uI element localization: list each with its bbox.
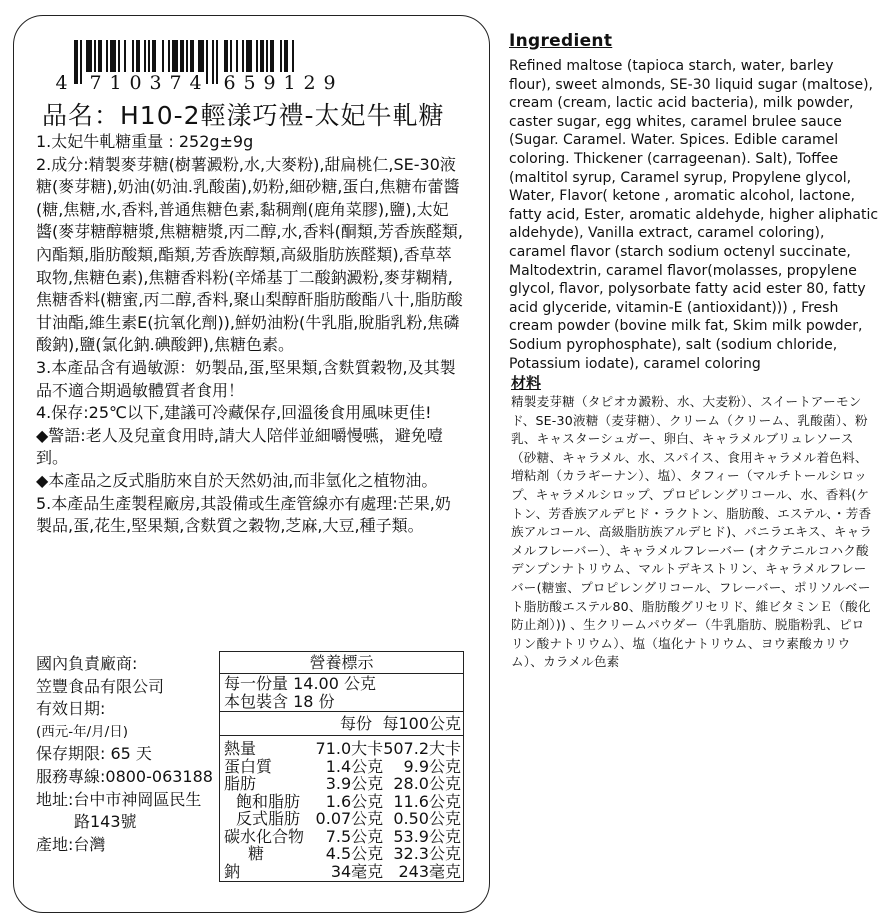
- barcode-digit: 5: [240, 72, 260, 92]
- nutrient-per-100g: 9.9公克: [403, 756, 461, 776]
- facility-notice: 5.本產品生產製程廠房,其設備或生產管線亦有處理:芒果,奶製品,蛋,花生,堅果類,含麩質之穀物,芝麻,大豆,種子類。: [36, 493, 451, 536]
- nutrient-per-serving: 34毫克: [330, 861, 384, 881]
- barcode-digit: 7: [86, 72, 106, 92]
- maker-label: 國內負責廠商:: [36, 654, 138, 673]
- barcode-digit: 4: [186, 72, 206, 92]
- barcode-digit: 9: [260, 72, 280, 92]
- nutrient-per-100g: 243毫克: [398, 861, 461, 881]
- nutrition-rows: [220, 740, 463, 880]
- barcode-digit: 4: [52, 72, 72, 92]
- nutrition-row: [220, 758, 463, 776]
- nutrition-row: [220, 828, 463, 846]
- serving-size: 每一份量 14.00 公克: [224, 674, 376, 693]
- manufacturer-info: [36, 653, 221, 856]
- barcode-digit: 6: [220, 72, 240, 92]
- address-line1: 地址:台中市神岡區民生: [36, 789, 202, 809]
- servings-per-pack: 本包裝含 18 份: [224, 692, 335, 711]
- weight-line: 1.太妃牛軋糖重量 : 252g±9g: [36, 132, 254, 151]
- maker-name: 笠豐食品有限公司: [36, 676, 165, 696]
- product-name: 品名：H10-2輕漾巧禮-太妃牛軋糖: [42, 101, 445, 130]
- col-per-100g: 每100公克: [382, 714, 461, 733]
- label-body-text: [36, 131, 464, 538]
- barcode-digit: 1: [280, 72, 300, 92]
- nutrient-per-serving: 1.6公克: [325, 791, 384, 811]
- nutrition-facts-table: [219, 651, 464, 882]
- storage-notice: 4.保存:25℃以下,建議可冷藏保存,回溫後食用風味更佳!: [36, 403, 432, 423]
- nutrient-per-100g: 507.2大卡: [383, 739, 461, 758]
- nutrient-per-100g: 11.6公克: [393, 791, 461, 811]
- nutrient-name: 脂肪: [224, 774, 257, 793]
- nutrient-per-serving: 7.5公克: [325, 826, 384, 846]
- nutrient-name: 碳水化合物: [224, 826, 305, 846]
- ingredients-zh: 2.成分:精製麥芽糖(樹薯澱粉,水,大麥粉),甜扁桃仁,SE-30液糖(麥芽糖),奶油(奶油.乳酸菌),奶粉,細砂糖,蛋白,焦糖布蕾醬(糖,焦糖,水,香料,普通焦糖色素,黏稠劑(鹿角菜膠),鹽),太妃醬(麥芽糖醇糖漿,焦糖糖漿,丙二醇,水,香料(酮類,芳香族醛類,內酯類,脂肪酸類,酯類,芳香族醇類,高級脂肪族醛類),香草萃取物,焦糖色素),焦糖香料粉(辛烯基丁二酸鈉澱粉,麥芽糊精,焦糖香料(糖蜜,丙二醇,香料,聚山梨醇酐脂肪酸酯八十,脂肪酸甘油酯,維生素E(抗氧化劑)),鮮奶油粉(牛乳脂,脫脂乳粉,焦磷酸鈉),鹽(氯化鈉.碘酸鉀),焦糖色素。: [36, 154, 464, 355]
- nutrient-name: 鈉: [224, 861, 241, 881]
- col-per-serving: 每份: [340, 714, 373, 733]
- ingredient-jp-text: 精製麦芽糖（タピオカ澱粉、水、大麦粉）、スイートアーモンド、SE-30液糖（麦芽糖）、クリーム（クリーム、乳酸菌）、粉乳、キャスターシュガー、卵白、キャラメルブリュレソース（砂糖、キャラメル、水、スパイス、食用キャラメル着色料、増粘剤（カラギーナン）、塩）、タフィー（マルチトールシロップ、キャラメルシロップ、プロピレングリコール、水、香料(ケトン、芳香族アルデヒド・ラクトン、脂肪酸、エステル、・芳香族アルコール、高級脂肪族アルデヒド)、バニラエキス、キャラメルフレーバー）、キャラメルフレーバー (オクテニルコハク酸デンプンナトリウム、マルトデキストリン、キャラメルフレーバー(糖蜜、プロピレングリコール、フレーバー、ポリソルベート脂肪酸エステル80、脂肪酸グリセリド、維ビタミンＥ（酸化防止剤）)) 、生クリームパウダー（牛乳脂肪、脱脂粉乳、ピロリン酸ナトリウム）、塩（塩化ナトリウム、ヨウ素酸カリウム）、カラメル色素: [511, 394, 873, 670]
- allergen-notice: 3.本產品含有過敏源：奶製品,蛋,堅果類,含麩質穀物,及其製品不適合期過敏體質者食用！: [36, 357, 456, 400]
- nutrition-row: [220, 810, 463, 828]
- serving-info: [220, 674, 463, 712]
- nutrient-per-100g: 53.9公克: [393, 826, 461, 846]
- nutrition-title: 營養標示: [220, 652, 463, 674]
- shelf-life: 保存期限: 65 天: [36, 744, 152, 764]
- nutrient-name: 熱量: [224, 739, 257, 758]
- nutrition-row: [220, 740, 463, 758]
- ingredient-jp-title: 材料: [511, 374, 542, 392]
- nutrition-row: [220, 845, 463, 863]
- barcode-digit: 1: [106, 72, 126, 92]
- warning-notice: ◆警語:老人及兒童食用時,請大人陪伴並細嚼慢嚥，避免噎到。: [36, 425, 443, 468]
- nutrient-per-serving: 0.07公克: [315, 809, 384, 828]
- address-line2: 路143號: [74, 812, 137, 832]
- barcode-digit: 3: [146, 72, 166, 92]
- trans-fat-notice: ◆本產品之反式脂肪來自於天然奶油,而非氫化之植物油。: [36, 470, 438, 490]
- date-format: (西元-年/月/日): [36, 723, 129, 740]
- barcode-digit: 7: [166, 72, 186, 92]
- barcode-number: [52, 72, 372, 92]
- nutrition-column-headers: [220, 712, 463, 736]
- service-hotline: 服務專線:0800-063188: [36, 766, 213, 786]
- origin: 產地:台灣: [36, 834, 106, 854]
- barcode-digit: 9: [320, 72, 340, 92]
- nutrition-row: [220, 775, 463, 793]
- barcode-digit: 2: [300, 72, 320, 92]
- ingredient-en-text: Refined maltose (tapioca starch, water, barley flour), sweet almonds, SE-30 liquid sugar (maltose), cream (cream, lactic acid bacteria), milk powder, caster sugar, egg whites, caramel brulee sauce (Sugar. Caramel. Water. Spices. Edible caramel coloring. Thickener (carrageenan). Salt), Toffee (maltitol syrup, Caramel syrup, Propylene glycol, Water, Flavor( ketone , aromatic alcohol, lactone, fatty acid, Ester, aromatic aldehyde, higher aliphatic aldehyde), Vanilla extract, caramel coloring), caramel flavor (starch sodium octenyl succinate, Maltodextrin, caramel flavor(molasses, propylene glycol, flavor, polysorbate fatty acid ester 80, fatty acid glyceride, vitamin-E (antioxidant))) , Fresh cream powder (bovine milk fat, Skim milk powder, Sodium pyrophosphate), salt (sodium chloride, Potassium iodate), caramel coloring: [509, 58, 879, 372]
- barcode-digit: 0: [126, 72, 146, 92]
- nutrient-per-serving: 3.9公克: [325, 774, 384, 793]
- nutrient-name: 蛋白質: [224, 756, 273, 776]
- nutrient-per-serving: 71.0大卡: [315, 739, 384, 758]
- nutrition-row: [220, 863, 463, 881]
- nutrient-per-100g: 32.3公克: [393, 844, 461, 863]
- nutrient-name: 反式脂肪: [236, 809, 301, 828]
- nutrient-per-100g: 0.50公克: [393, 809, 461, 828]
- nutrient-name: 飽和脂肪: [236, 791, 301, 811]
- expiry-label: 有效日期:: [36, 699, 106, 719]
- nutrient-name: 糖: [248, 844, 265, 863]
- ingredient-en-title: Ingredient: [509, 31, 613, 51]
- nutrient-per-100g: 28.0公克: [393, 774, 461, 793]
- nutrition-row: [220, 793, 463, 811]
- nutrient-per-serving: 4.5公克: [325, 844, 384, 863]
- nutrient-per-serving: 1.4公克: [325, 756, 384, 776]
